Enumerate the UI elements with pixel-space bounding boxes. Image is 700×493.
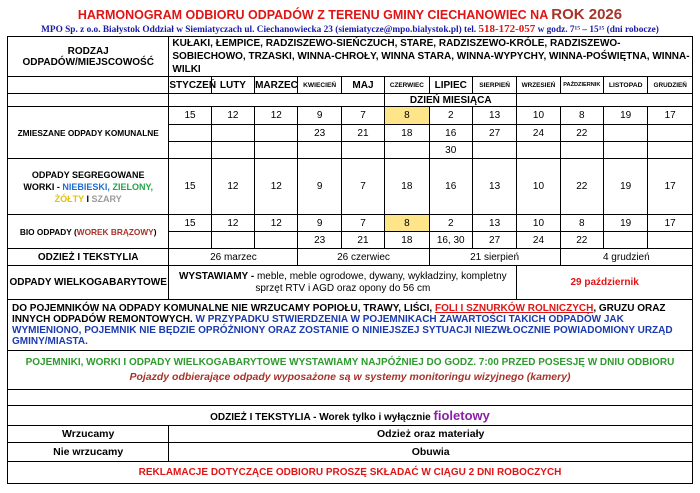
date-cell bbox=[517, 142, 560, 159]
bulky-description: WYSTAWIAMY - meble, meble ogrodowe, dywany, wykładziny, kompletny sprzęt RTV i AGD oraz opony do 56 cm bbox=[169, 266, 517, 300]
year-label: ROK 2026 bbox=[551, 6, 623, 23]
date-cell: 2 bbox=[429, 107, 472, 125]
date-cell: 12 bbox=[211, 215, 254, 232]
month-header: LUTY bbox=[211, 77, 254, 94]
month-header: MARZEC bbox=[255, 77, 298, 94]
date-cell: 12 bbox=[211, 159, 254, 215]
date-cell: 12 bbox=[255, 215, 298, 232]
segregated-waste-label: ODPADY SEGREGOWANE WORKI - NIEBIESKI, ZIELONY, ŻÓŁTY I SZARY bbox=[8, 159, 169, 215]
month-header: KWIECIEŃ bbox=[298, 77, 341, 94]
date-cell bbox=[341, 142, 384, 159]
date-cell: 9 bbox=[298, 159, 341, 215]
date-cell bbox=[169, 125, 211, 142]
bulky-row bbox=[8, 266, 693, 300]
date-cell bbox=[604, 232, 648, 249]
textile-date: 26 marzec bbox=[169, 249, 298, 266]
textile-date: 21 sierpień bbox=[429, 249, 560, 266]
month-header: CZERWIEC bbox=[385, 77, 429, 94]
date-cell: 17 bbox=[648, 107, 693, 125]
month-header: LISTOPAD bbox=[604, 77, 648, 94]
date-cell: 12 bbox=[255, 159, 298, 215]
date-cell bbox=[298, 142, 341, 159]
month-header: LIPIEC bbox=[429, 77, 472, 94]
date-cell: 8 bbox=[385, 215, 429, 232]
date-cell: 16, 30 bbox=[429, 232, 472, 249]
do-not-throw-label: Nie wrzucamy bbox=[8, 443, 169, 462]
bulky-label: ODPADY WIELKOGABARYTOWE bbox=[8, 266, 169, 300]
date-cell: 23 bbox=[298, 232, 341, 249]
date-cell: 7 bbox=[341, 107, 384, 125]
date-cell: 9 bbox=[298, 215, 341, 232]
localities-list: KUŁAKI, ŁEMPICE, RADZISZEWO-SIEŃCZUCH, STARE, RADZISZEWO-KRÓLE, RADZISZEWO-SOBIECHOWO, TRZASKI, WINNA-CHROŁY, WINNA STARA, WINNA-WYPYCHY, WINNA-POŚWIĘTNA, WINNA-WILKI bbox=[169, 37, 693, 77]
date-cell: 9 bbox=[298, 107, 341, 125]
date-cell: 10 bbox=[517, 215, 560, 232]
schedule-table bbox=[7, 36, 693, 484]
date-cell: 22 bbox=[560, 232, 603, 249]
date-cell: 15 bbox=[169, 215, 211, 232]
date-cell bbox=[604, 142, 648, 159]
textile-rules-title: ODZIEŻ I TEKSTYLIA - Worek tylko i wyłącznie fioletowy bbox=[8, 406, 693, 426]
bio-waste-label: BIO ODPADY (WOREK BRĄZOWY) bbox=[8, 215, 169, 249]
date-cell bbox=[211, 125, 254, 142]
phone-number[interactable]: 518-172-057 bbox=[478, 23, 536, 35]
page-title: HARMONOGRAM ODBIORU ODPADÓW Z TERENU GMINY CIECHANOWIEC NA ROK 2026 bbox=[77, 6, 623, 23]
date-cell: 18 bbox=[385, 159, 429, 215]
day-of-month-label: DZIEŃ MIESIĄCA bbox=[385, 94, 517, 107]
date-cell: 27 bbox=[472, 232, 516, 249]
date-cell: 17 bbox=[648, 159, 693, 215]
date-cell bbox=[169, 232, 211, 249]
month-header: SIERPIEŃ bbox=[472, 77, 516, 94]
date-cell: 12 bbox=[211, 107, 254, 125]
date-cell: 18 bbox=[385, 125, 429, 142]
bulky-date: 29 październik bbox=[517, 266, 693, 300]
notes-text: DO POJEMNIKÓW NA ODPADY KOMUNALNE NIE WRZUCAMY POPIOŁU, TRAWY, LIŚCI, FOLI I SZNURKÓW ROLNICZYCH, GRUZU ORAZ INNYCH ODPADÓW REMONTOWYCH. W PRZYPADKU STWIERDZENIA W POJEMNIKACH ZAWARTOŚCI TAKICH ODPADÓW JAK WYMIENIONO, POJEMNIK NIE BĘDZIE OPRÓŻNIONY ORAZ ZOSTANIE O NINIEJSZEJ SYTUACJI NIEZWŁOCZNIE POWIADOMIONY URZĄD GMINY/MIASTA. bbox=[8, 300, 693, 351]
localities-header: RODZAJ ODPADÓW/MIEJSCOWOŚĆ bbox=[8, 37, 169, 77]
date-cell: 18 bbox=[385, 232, 429, 249]
date-cell bbox=[385, 142, 429, 159]
bio-row bbox=[8, 215, 693, 232]
date-cell: 7 bbox=[341, 159, 384, 215]
date-cell: 15 bbox=[169, 159, 211, 215]
date-cell: 16 bbox=[429, 125, 472, 142]
month-header: WRZESIEŃ bbox=[517, 77, 560, 94]
notes-row bbox=[8, 300, 693, 351]
date-cell: 19 bbox=[604, 215, 648, 232]
throw-in-label: Wrzucamy bbox=[8, 426, 169, 443]
textile-date: 26 czerwiec bbox=[298, 249, 429, 266]
date-cell bbox=[648, 125, 693, 142]
date-cell: 10 bbox=[517, 107, 560, 125]
date-cell: 24 bbox=[517, 125, 560, 142]
date-cell: 19 bbox=[604, 107, 648, 125]
textiles-row bbox=[8, 249, 693, 266]
date-cell: 2 bbox=[429, 215, 472, 232]
date-cell: 12 bbox=[255, 107, 298, 125]
date-cell: 21 bbox=[341, 232, 384, 249]
date-cell: 8 bbox=[560, 215, 603, 232]
date-cell bbox=[255, 125, 298, 142]
date-cell bbox=[648, 232, 693, 249]
month-header: STYCZEŃ bbox=[169, 77, 211, 94]
date-cell: 17 bbox=[648, 215, 693, 232]
throw-in-value: Odzież oraz materiały bbox=[169, 426, 693, 443]
month-header: PAŹDZIERNIK bbox=[560, 77, 603, 94]
date-cell: 22 bbox=[560, 125, 603, 142]
date-cell: 24 bbox=[517, 232, 560, 249]
date-cell: 30 bbox=[429, 142, 472, 159]
date-cell: 8 bbox=[385, 107, 429, 125]
date-cell: 27 bbox=[472, 125, 516, 142]
company-info: MPO Sp. z o.o. Białystok Oddział w Siemiatyczach ul. Ciechanowiecka 23 (siemiatycze@mpo.bialystok.pl) tel. 518-172-057 w godz. 7¹⁵ – 15¹⁵ (dni robocze) bbox=[41, 23, 659, 35]
deadline-row bbox=[8, 351, 693, 390]
date-cell: 21 bbox=[341, 125, 384, 142]
deadline-text: POJEMNIKI, WORKI I ODPADY WIELKOGABARYTOWE WYSTAWIAMY NAJPÓŹNIEJ DO GODZ. 7:00 PRZED POSESJĘ W DNIU ODBIORU Pojazdy odbierające odpady wyposażone są w systemy monitoringu wizyjnego (kamery) bbox=[8, 351, 693, 390]
textile-date: 4 grudzień bbox=[560, 249, 692, 266]
mixed-waste-label: ZMIESZANE ODPADY KOMUNALNE bbox=[8, 107, 169, 159]
months-row bbox=[8, 77, 693, 94]
date-cell bbox=[211, 142, 254, 159]
date-cell: 13 bbox=[472, 159, 516, 215]
date-cell bbox=[560, 142, 603, 159]
date-cell bbox=[255, 232, 298, 249]
date-cell: 15 bbox=[169, 107, 211, 125]
date-cell: 7 bbox=[341, 215, 384, 232]
date-cell bbox=[169, 142, 211, 159]
month-header: GRUDZIEŃ bbox=[648, 77, 693, 94]
date-cell: 23 bbox=[298, 125, 341, 142]
textiles-label: ODZIEŻ I TEKSTYLIA bbox=[8, 249, 169, 266]
segregated-row bbox=[8, 159, 693, 215]
do-not-throw-value: Obuwia bbox=[169, 443, 693, 462]
date-cell bbox=[648, 142, 693, 159]
date-cell bbox=[472, 142, 516, 159]
date-cell: 22 bbox=[560, 159, 603, 215]
mixed-row bbox=[8, 107, 693, 125]
date-cell: 13 bbox=[472, 107, 516, 125]
date-cell: 8 bbox=[560, 107, 603, 125]
date-cell: 10 bbox=[517, 159, 560, 215]
date-cell bbox=[211, 232, 254, 249]
date-cell: 13 bbox=[472, 215, 516, 232]
date-cell bbox=[604, 125, 648, 142]
date-cell: 19 bbox=[604, 159, 648, 215]
date-cell: 16 bbox=[429, 159, 472, 215]
month-header: MAJ bbox=[341, 77, 384, 94]
date-cell bbox=[255, 142, 298, 159]
complaints-notice: REKLAMACJE DOTYCZĄCE ODBIORU PROSZĘ SKŁADAĆ W CIĄGU 2 DNI ROBOCZYCH bbox=[8, 462, 693, 484]
